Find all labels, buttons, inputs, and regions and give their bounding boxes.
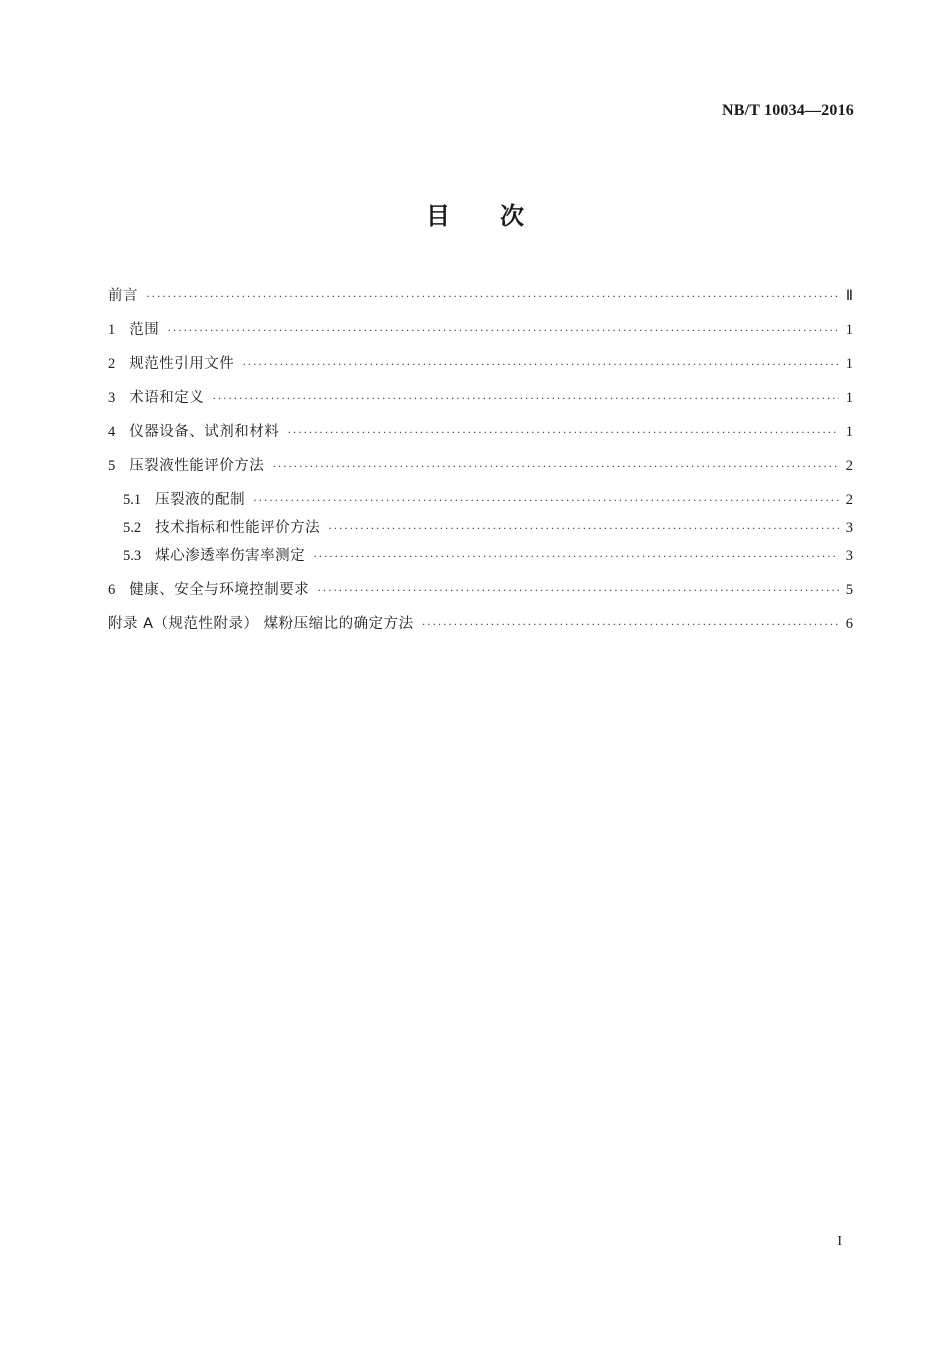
toc-entry-technical-indicators[interactable] xyxy=(108,516,853,544)
toc-leader-dots xyxy=(317,583,839,598)
page-number: I xyxy=(837,1234,842,1249)
toc-entry-number: 5.2 xyxy=(123,520,142,536)
toc-leader-dots xyxy=(253,493,839,508)
toc-entry-number: 3 xyxy=(108,390,116,406)
standard-number: NB/T 10034—2016 xyxy=(721,102,854,119)
toc-entry-preparation[interactable] xyxy=(108,488,853,516)
toc-entry-label: 压裂液的配制 xyxy=(155,492,246,508)
toc-entry-label: 范围 xyxy=(129,322,160,338)
toc-leader-dots xyxy=(242,357,839,372)
toc-entry-label: 规范性引用文件 xyxy=(129,356,235,372)
toc-entry-page: 3 xyxy=(845,548,853,564)
toc-entry-instruments[interactable] xyxy=(108,420,853,448)
toc-entry-page: 6 xyxy=(845,616,853,632)
toc-leader-dots xyxy=(146,289,839,304)
toc-entry-page: 1 xyxy=(845,356,853,372)
toc-leader-dots xyxy=(272,459,839,474)
toc-entry-page: 1 xyxy=(845,424,853,440)
toc-entry-appendix-a[interactable] xyxy=(108,612,853,640)
toc-entry-foreword[interactable] xyxy=(108,284,853,312)
toc-entry-number: 5 xyxy=(108,458,116,474)
toc-entry-page: 2 xyxy=(845,492,853,508)
toc-entry-label: 健康、安全与环境控制要求 xyxy=(129,582,310,598)
toc-leader-dots xyxy=(422,617,839,632)
toc-entry-terms-definitions[interactable] xyxy=(108,386,853,414)
toc-entry-number: 1 xyxy=(108,322,116,338)
toc-entry-hse-requirements[interactable] xyxy=(108,578,853,606)
toc-entry-label: 附录 A（规范性附录） 煤粉压缩比的确定方法 xyxy=(108,616,414,632)
toc-entry-page: Ⅱ xyxy=(845,288,853,304)
toc-leader-dots xyxy=(313,549,839,564)
toc-entry-permeability-damage[interactable] xyxy=(108,544,853,572)
toc-leader-dots xyxy=(212,391,839,406)
toc-entry-number: 5.1 xyxy=(123,492,142,508)
toc-entry-label: 仪器设备、试剂和材料 xyxy=(129,424,280,440)
toc-title: 目次 xyxy=(426,202,574,230)
toc-entry-number: 6 xyxy=(108,582,116,598)
toc-entry-evaluation-methods[interactable] xyxy=(108,454,853,482)
toc-entry-label: 技术指标和性能评价方法 xyxy=(155,520,321,536)
toc-entry-number: 2 xyxy=(108,356,116,372)
toc-entry-label: 压裂液性能评价方法 xyxy=(129,458,265,474)
toc-entry-number: 4 xyxy=(108,424,116,440)
toc-entry-number: 5.3 xyxy=(123,548,142,564)
toc-entry-label: 术语和定义 xyxy=(129,390,205,406)
toc-entry-page: 1 xyxy=(845,390,853,406)
toc-leader-dots xyxy=(328,521,839,536)
toc-leader-dots xyxy=(167,323,839,338)
toc-entry-label: 煤心渗透率伤害率测定 xyxy=(155,548,306,564)
toc-entry-normative-references[interactable] xyxy=(108,352,853,380)
table-of-contents xyxy=(108,284,853,640)
toc-entry-page: 1 xyxy=(845,322,853,338)
toc-entry-page: 3 xyxy=(845,520,853,536)
toc-entry-page: 2 xyxy=(845,458,853,474)
toc-entry-label: 前言 xyxy=(108,288,138,304)
toc-entry-page: 5 xyxy=(845,582,853,598)
toc-entry-scope[interactable] xyxy=(108,318,853,346)
toc-leader-dots xyxy=(287,425,839,440)
